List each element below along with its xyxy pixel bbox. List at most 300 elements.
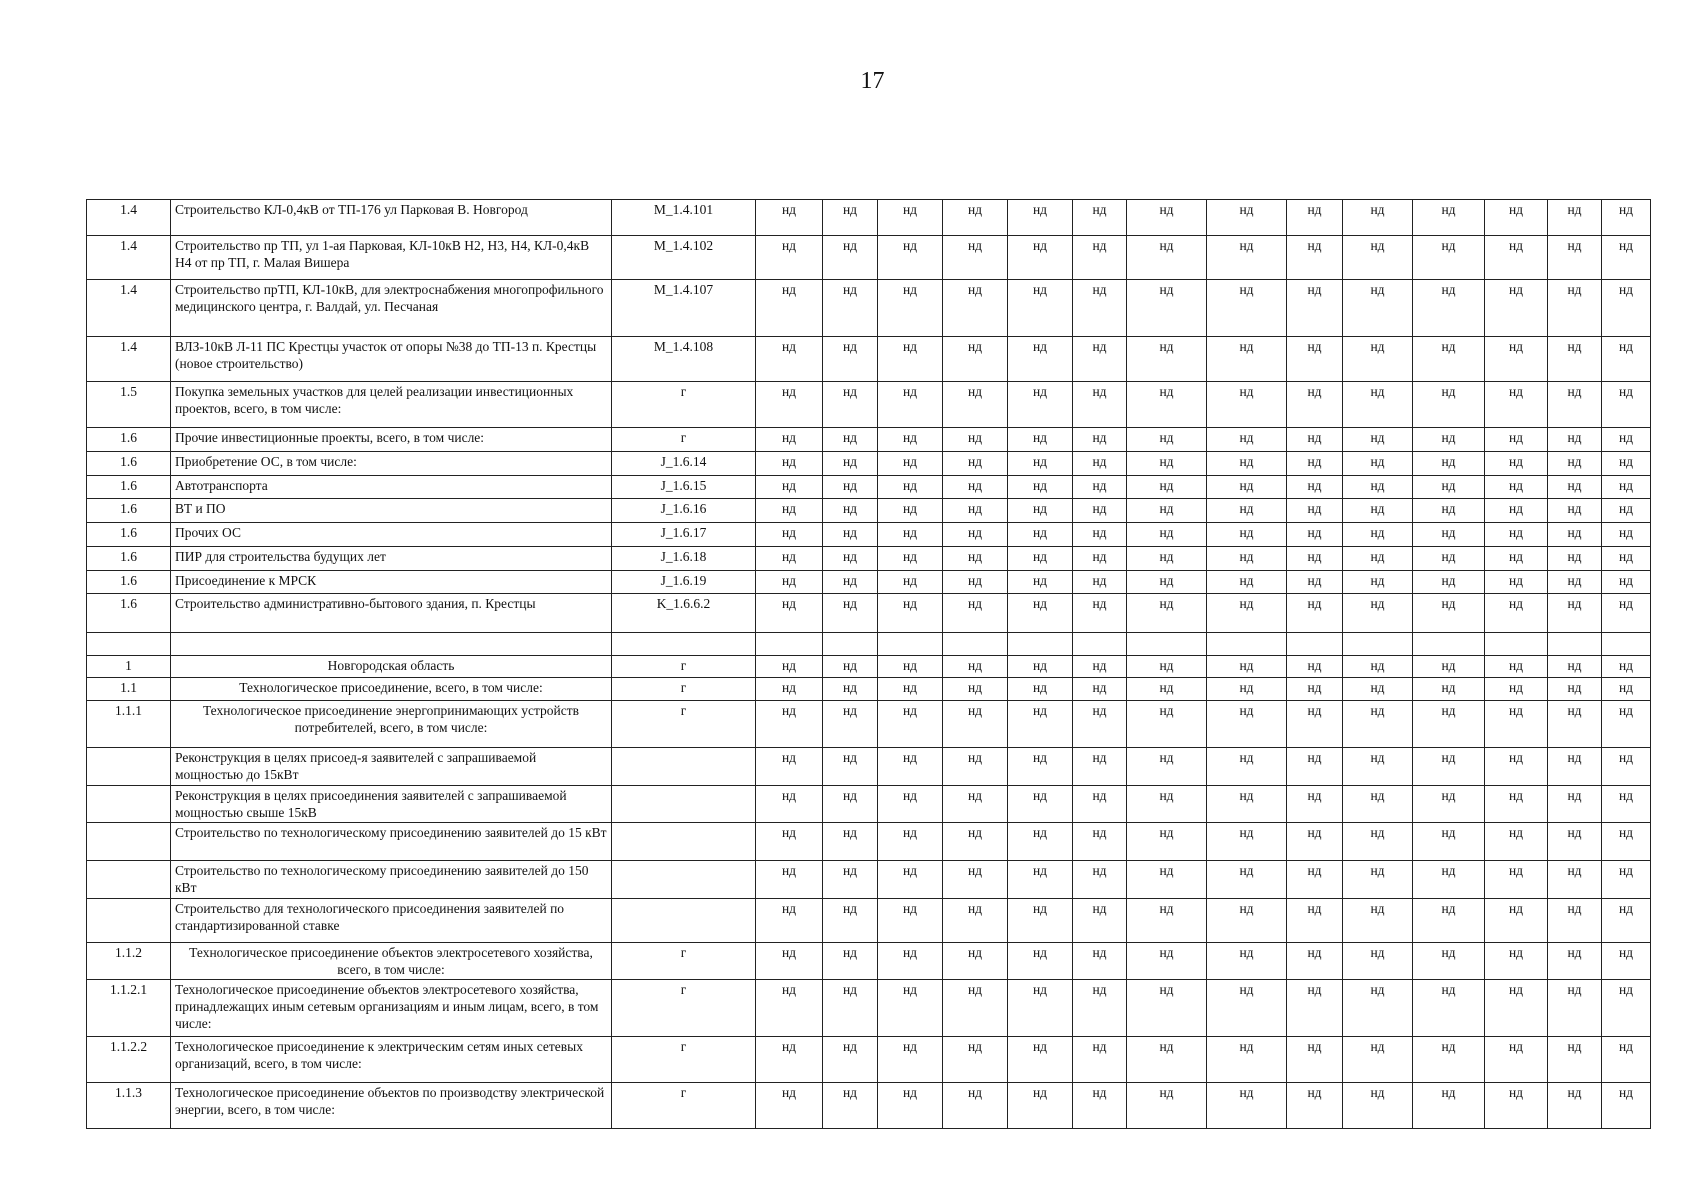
- value-cell: нд: [823, 1083, 878, 1129]
- value-cell: нд: [1073, 861, 1127, 899]
- row-number: 1.4: [87, 200, 171, 236]
- row-number: 1.6: [87, 428, 171, 452]
- table-row: [87, 656, 1651, 678]
- table-row: [87, 899, 1651, 943]
- value-cell: нд: [756, 861, 823, 899]
- empty-cell: [87, 633, 171, 656]
- value-cell: нд: [1127, 337, 1207, 382]
- value-cell: нд: [823, 523, 878, 547]
- value-cell: нд: [1287, 337, 1343, 382]
- value-cell: нд: [1073, 899, 1127, 943]
- row-code: г: [612, 656, 756, 678]
- value-cell: нд: [1602, 701, 1651, 748]
- value-cell: нд: [1287, 571, 1343, 594]
- value-cell: нд: [1008, 200, 1073, 236]
- value-cell: нд: [1485, 280, 1548, 337]
- value-cell: нд: [823, 428, 878, 452]
- value-cell: нд: [823, 476, 878, 499]
- value-cell: нд: [1073, 980, 1127, 1037]
- value-cell: нд: [1343, 656, 1413, 678]
- row-code: г: [612, 428, 756, 452]
- value-cell: нд: [943, 523, 1008, 547]
- value-cell: нд: [1287, 786, 1343, 823]
- value-cell: нд: [1287, 547, 1343, 571]
- value-cell: нд: [1343, 861, 1413, 899]
- value-cell: нд: [943, 748, 1008, 786]
- row-number: 1: [87, 656, 171, 678]
- row-code: г: [612, 678, 756, 701]
- value-cell: нд: [1127, 428, 1207, 452]
- value-cell: нд: [1008, 382, 1073, 428]
- value-cell: нд: [1008, 337, 1073, 382]
- value-cell: нд: [1073, 452, 1127, 476]
- row-number: 1.4: [87, 280, 171, 337]
- row-number: 1.6: [87, 523, 171, 547]
- value-cell: нд: [1343, 523, 1413, 547]
- value-cell: нд: [943, 547, 1008, 571]
- value-cell: нд: [1287, 382, 1343, 428]
- row-code: [612, 786, 756, 823]
- value-cell: нд: [823, 980, 878, 1037]
- value-cell: нд: [1413, 337, 1485, 382]
- value-cell: нд: [1073, 594, 1127, 633]
- value-cell: нд: [878, 547, 943, 571]
- value-cell: нд: [1548, 748, 1602, 786]
- row-name: ВТ и ПО: [171, 499, 612, 523]
- value-cell: нд: [1485, 523, 1548, 547]
- value-cell: нд: [1602, 547, 1651, 571]
- value-cell: нд: [1127, 786, 1207, 823]
- value-cell: нд: [1602, 571, 1651, 594]
- row-name: Покупка земельных участков для целей реализации инвестиционных проектов, всего, в том числе:: [171, 382, 612, 428]
- value-cell: нд: [1073, 786, 1127, 823]
- table-row: [87, 200, 1651, 236]
- table-row: [87, 547, 1651, 571]
- value-cell: нд: [1127, 236, 1207, 280]
- value-cell: нд: [1602, 748, 1651, 786]
- value-cell: нд: [1485, 428, 1548, 452]
- value-cell: нд: [1485, 701, 1548, 748]
- row-code: M_1.4.102: [612, 236, 756, 280]
- value-cell: нд: [1287, 452, 1343, 476]
- row-name: Технологическое присоединение объектов электросетевого хозяйства, всего, в том числе:: [171, 943, 612, 980]
- table-row: [87, 701, 1651, 748]
- value-cell: нд: [1127, 594, 1207, 633]
- row-name: Прочие инвестиционные проекты, всего, в том числе:: [171, 428, 612, 452]
- value-cell: нд: [1287, 701, 1343, 748]
- value-cell: нд: [943, 1083, 1008, 1129]
- value-cell: нд: [943, 571, 1008, 594]
- value-cell: нд: [1127, 701, 1207, 748]
- value-cell: нд: [1485, 823, 1548, 861]
- row-code: J_1.6.15: [612, 476, 756, 499]
- value-cell: нд: [1008, 523, 1073, 547]
- value-cell: нд: [1207, 499, 1287, 523]
- value-cell: нд: [1207, 200, 1287, 236]
- value-cell: нд: [1485, 476, 1548, 499]
- value-cell: нд: [1413, 1037, 1485, 1083]
- value-cell: нд: [1287, 200, 1343, 236]
- page-number: 17: [860, 68, 885, 94]
- value-cell: нд: [943, 428, 1008, 452]
- table-row: [87, 523, 1651, 547]
- value-cell: нд: [1413, 523, 1485, 547]
- value-cell: нд: [943, 823, 1008, 861]
- value-cell: нд: [1413, 823, 1485, 861]
- value-cell: нд: [1548, 786, 1602, 823]
- value-cell: нд: [1548, 823, 1602, 861]
- value-cell: нд: [1073, 701, 1127, 748]
- value-cell: нд: [878, 382, 943, 428]
- value-cell: нд: [1207, 899, 1287, 943]
- value-cell: нд: [1073, 236, 1127, 280]
- value-cell: нд: [1127, 980, 1207, 1037]
- value-cell: нд: [1602, 280, 1651, 337]
- value-cell: нд: [1287, 943, 1343, 980]
- value-cell: нд: [1602, 678, 1651, 701]
- value-cell: нд: [1602, 1037, 1651, 1083]
- value-cell: нд: [1207, 428, 1287, 452]
- value-cell: нд: [1602, 337, 1651, 382]
- value-cell: нд: [1207, 980, 1287, 1037]
- row-number: 1.4: [87, 337, 171, 382]
- row-code: [612, 748, 756, 786]
- value-cell: нд: [1343, 701, 1413, 748]
- value-cell: нд: [943, 1037, 1008, 1083]
- row-name: Строительство по технологическому присоединению заявителей до 150 кВт: [171, 861, 612, 899]
- value-cell: нд: [1548, 523, 1602, 547]
- value-cell: нд: [1343, 1083, 1413, 1129]
- value-cell: нд: [823, 382, 878, 428]
- value-cell: нд: [1413, 980, 1485, 1037]
- value-cell: нд: [1287, 499, 1343, 523]
- value-cell: нд: [756, 280, 823, 337]
- value-cell: нд: [1343, 943, 1413, 980]
- value-cell: нд: [1127, 280, 1207, 337]
- value-cell: нд: [878, 656, 943, 678]
- value-cell: нд: [1127, 499, 1207, 523]
- row-number: 1.5: [87, 382, 171, 428]
- row-code: г: [612, 1083, 756, 1129]
- row-name: Строительство для технологического присоединения заявителей по стандартизированной ставке: [171, 899, 612, 943]
- value-cell: нд: [1485, 980, 1548, 1037]
- value-cell: нд: [1343, 547, 1413, 571]
- value-cell: нд: [1127, 547, 1207, 571]
- value-cell: нд: [1413, 547, 1485, 571]
- value-cell: нд: [943, 499, 1008, 523]
- row-code: г: [612, 382, 756, 428]
- value-cell: нд: [1485, 656, 1548, 678]
- value-cell: нд: [1287, 656, 1343, 678]
- value-cell: нд: [878, 571, 943, 594]
- table-row: [87, 1083, 1651, 1129]
- value-cell: нд: [943, 678, 1008, 701]
- value-cell: нд: [1602, 594, 1651, 633]
- value-cell: нд: [1602, 523, 1651, 547]
- value-cell: нд: [878, 748, 943, 786]
- value-cell: нд: [756, 547, 823, 571]
- value-cell: нд: [756, 656, 823, 678]
- value-cell: нд: [1485, 748, 1548, 786]
- row-code: [612, 861, 756, 899]
- value-cell: нд: [1207, 337, 1287, 382]
- value-cell: нд: [1413, 656, 1485, 678]
- value-cell: нд: [1413, 280, 1485, 337]
- value-cell: нд: [1548, 382, 1602, 428]
- value-cell: нд: [756, 594, 823, 633]
- row-code: M_1.4.108: [612, 337, 756, 382]
- value-cell: нд: [1343, 678, 1413, 701]
- empty-cell: [171, 633, 612, 656]
- value-cell: нд: [1127, 523, 1207, 547]
- value-cell: нд: [1485, 678, 1548, 701]
- empty-cell: [756, 633, 823, 656]
- empty-cell: [1602, 633, 1651, 656]
- table-body: [87, 200, 1651, 1129]
- value-cell: нд: [1207, 280, 1287, 337]
- value-cell: нд: [1008, 678, 1073, 701]
- value-cell: нд: [878, 452, 943, 476]
- value-cell: нд: [1127, 476, 1207, 499]
- value-cell: нд: [943, 943, 1008, 980]
- value-cell: нд: [1485, 452, 1548, 476]
- value-cell: нд: [756, 452, 823, 476]
- value-cell: нд: [1127, 571, 1207, 594]
- value-cell: нд: [1207, 1083, 1287, 1129]
- value-cell: нд: [1548, 337, 1602, 382]
- value-cell: нд: [823, 748, 878, 786]
- row-name: Автотранспорта: [171, 476, 612, 499]
- value-cell: нд: [1127, 943, 1207, 980]
- value-cell: нд: [1207, 823, 1287, 861]
- value-cell: нд: [823, 823, 878, 861]
- value-cell: нд: [1008, 236, 1073, 280]
- row-name: Реконструкция в целях присоединения заявителей с запрашиваемой мощностью свыше 15кВ: [171, 786, 612, 823]
- value-cell: нд: [1073, 547, 1127, 571]
- value-cell: нд: [1073, 382, 1127, 428]
- value-cell: нд: [1343, 452, 1413, 476]
- value-cell: нд: [1073, 678, 1127, 701]
- value-cell: нд: [1602, 861, 1651, 899]
- value-cell: нд: [943, 701, 1008, 748]
- value-cell: нд: [1602, 236, 1651, 280]
- value-cell: нд: [1287, 1083, 1343, 1129]
- value-cell: нд: [1008, 428, 1073, 452]
- value-cell: нд: [1548, 656, 1602, 678]
- table-row: [87, 823, 1651, 861]
- value-cell: нд: [1127, 823, 1207, 861]
- value-cell: нд: [1548, 1037, 1602, 1083]
- row-code: J_1.6.16: [612, 499, 756, 523]
- value-cell: нд: [756, 678, 823, 701]
- row-number: 1.1.1: [87, 701, 171, 748]
- value-cell: нд: [1413, 428, 1485, 452]
- value-cell: нд: [1008, 980, 1073, 1037]
- value-cell: нд: [878, 678, 943, 701]
- row-name: Строительство административно-бытового здания, п. Крестцы: [171, 594, 612, 633]
- value-cell: нд: [1413, 499, 1485, 523]
- value-cell: нд: [1008, 476, 1073, 499]
- row-code: г: [612, 701, 756, 748]
- value-cell: нд: [1485, 594, 1548, 633]
- value-cell: нд: [1548, 200, 1602, 236]
- value-cell: нд: [1548, 452, 1602, 476]
- value-cell: нд: [1602, 823, 1651, 861]
- table-row: [87, 337, 1651, 382]
- value-cell: нд: [1008, 1083, 1073, 1129]
- row-name: Технологическое присоединение объектов по производству электрической энергии, всего, в том числе:: [171, 1083, 612, 1129]
- value-cell: нд: [1008, 499, 1073, 523]
- empty-cell: [612, 633, 756, 656]
- row-number: [87, 861, 171, 899]
- row-number: [87, 786, 171, 823]
- value-cell: нд: [1287, 476, 1343, 499]
- value-cell: нд: [1413, 476, 1485, 499]
- value-cell: нд: [1343, 280, 1413, 337]
- value-cell: нд: [756, 428, 823, 452]
- row-name: Строительство КЛ-0,4кВ от ТП-176 ул Парковая В. Новгород: [171, 200, 612, 236]
- value-cell: нд: [1485, 1037, 1548, 1083]
- empty-cell: [1008, 633, 1073, 656]
- row-number: [87, 823, 171, 861]
- value-cell: нд: [1485, 337, 1548, 382]
- row-number: 1.6: [87, 547, 171, 571]
- value-cell: нд: [1548, 678, 1602, 701]
- value-cell: нд: [878, 1037, 943, 1083]
- value-cell: нд: [823, 571, 878, 594]
- value-cell: нд: [1207, 594, 1287, 633]
- value-cell: нд: [943, 980, 1008, 1037]
- value-cell: нд: [1207, 476, 1287, 499]
- value-cell: нд: [1008, 1037, 1073, 1083]
- value-cell: нд: [1413, 382, 1485, 428]
- table-row: [87, 452, 1651, 476]
- value-cell: нд: [1287, 428, 1343, 452]
- value-cell: нд: [1008, 656, 1073, 678]
- row-number: 1.6: [87, 571, 171, 594]
- value-cell: нд: [1008, 594, 1073, 633]
- value-cell: нд: [756, 382, 823, 428]
- value-cell: нд: [1287, 899, 1343, 943]
- value-cell: нд: [823, 786, 878, 823]
- value-cell: нд: [878, 523, 943, 547]
- value-cell: нд: [1413, 943, 1485, 980]
- value-cell: нд: [1548, 594, 1602, 633]
- value-cell: нд: [943, 200, 1008, 236]
- value-cell: нд: [1343, 236, 1413, 280]
- value-cell: нд: [1548, 236, 1602, 280]
- value-cell: нд: [1287, 236, 1343, 280]
- row-name: ВЛЗ-10кВ Л-11 ПС Крестцы участок от опоры №38 до ТП-13 п. Крестцы (новое строительство): [171, 337, 612, 382]
- value-cell: нд: [1343, 980, 1413, 1037]
- value-cell: нд: [1413, 1083, 1485, 1129]
- row-code: г: [612, 943, 756, 980]
- table-row: [87, 1037, 1651, 1083]
- value-cell: нд: [1073, 1037, 1127, 1083]
- value-cell: нд: [1343, 899, 1413, 943]
- value-cell: нд: [1207, 1037, 1287, 1083]
- value-cell: нд: [756, 980, 823, 1037]
- value-cell: нд: [1548, 571, 1602, 594]
- value-cell: нд: [878, 786, 943, 823]
- value-cell: нд: [1287, 861, 1343, 899]
- row-code: M_1.4.107: [612, 280, 756, 337]
- value-cell: нд: [1485, 547, 1548, 571]
- row-number: 1.1.2.1: [87, 980, 171, 1037]
- value-cell: нд: [1343, 200, 1413, 236]
- value-cell: нд: [943, 382, 1008, 428]
- value-cell: нд: [1602, 786, 1651, 823]
- value-cell: нд: [1008, 701, 1073, 748]
- value-cell: нд: [1073, 428, 1127, 452]
- row-name: Строительство прТП, КЛ-10кВ, для электроснабжения многопрофильного медицинского центра, г. Валдай, ул. Песчаная: [171, 280, 612, 337]
- value-cell: нд: [1548, 1083, 1602, 1129]
- empty-cell: [1548, 633, 1602, 656]
- value-cell: нд: [756, 236, 823, 280]
- row-code: M_1.4.101: [612, 200, 756, 236]
- value-cell: нд: [943, 476, 1008, 499]
- row-name: Строительство по технологическому присоединению заявителей до 15 кВт: [171, 823, 612, 861]
- value-cell: нд: [943, 236, 1008, 280]
- row-code: K_1.6.6.2: [612, 594, 756, 633]
- row-number: 1.6: [87, 499, 171, 523]
- row-number: 1.1.2: [87, 943, 171, 980]
- value-cell: нд: [1127, 656, 1207, 678]
- value-cell: нд: [878, 594, 943, 633]
- value-cell: нд: [756, 823, 823, 861]
- value-cell: нд: [878, 899, 943, 943]
- table-row: [87, 280, 1651, 337]
- row-number: [87, 899, 171, 943]
- value-cell: нд: [1073, 200, 1127, 236]
- empty-cell: [943, 633, 1008, 656]
- row-number: 1.4: [87, 236, 171, 280]
- value-cell: нд: [943, 452, 1008, 476]
- value-cell: нд: [823, 1037, 878, 1083]
- value-cell: нд: [1008, 547, 1073, 571]
- empty-cell: [1287, 633, 1343, 656]
- value-cell: нд: [1207, 236, 1287, 280]
- value-cell: нд: [1287, 748, 1343, 786]
- value-cell: нд: [1207, 571, 1287, 594]
- row-number: 1.6: [87, 594, 171, 633]
- table-row: [87, 594, 1651, 633]
- value-cell: нд: [1287, 523, 1343, 547]
- value-cell: нд: [1073, 943, 1127, 980]
- row-code: J_1.6.14: [612, 452, 756, 476]
- value-cell: нд: [1008, 786, 1073, 823]
- value-cell: нд: [823, 499, 878, 523]
- value-cell: нд: [1287, 678, 1343, 701]
- value-cell: нд: [823, 678, 878, 701]
- table-row: [87, 980, 1651, 1037]
- value-cell: нд: [756, 476, 823, 499]
- value-cell: нд: [823, 200, 878, 236]
- value-cell: нд: [1343, 786, 1413, 823]
- value-cell: нд: [1413, 236, 1485, 280]
- value-cell: нд: [756, 899, 823, 943]
- row-name: Технологическое присоединение, всего, в том числе:: [171, 678, 612, 701]
- row-name: Приобретение ОС, в том числе:: [171, 452, 612, 476]
- empty-cell: [1127, 633, 1207, 656]
- value-cell: нд: [756, 571, 823, 594]
- value-cell: нд: [878, 980, 943, 1037]
- value-cell: нд: [823, 943, 878, 980]
- value-cell: нд: [1207, 547, 1287, 571]
- value-cell: нд: [1548, 861, 1602, 899]
- value-cell: нд: [1602, 656, 1651, 678]
- value-cell: нд: [1207, 786, 1287, 823]
